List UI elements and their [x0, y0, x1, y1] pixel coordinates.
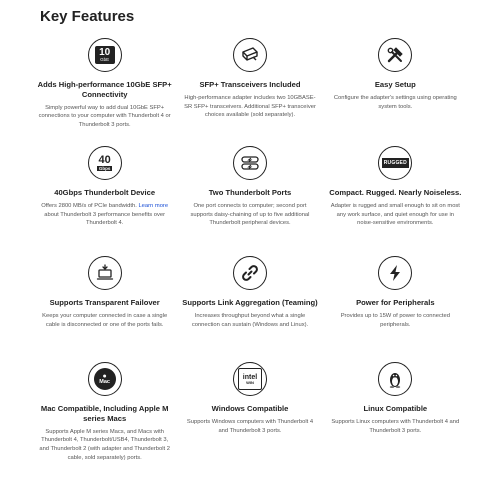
- feature-description: Supports Windows computers with Thunderbolt 4 and Thunderbolt 3 ports.: [186, 418, 314, 434]
- feature-title: Easy Setup: [374, 80, 416, 89]
- desc-text: about Thunderbolt 3 performance benefits over Thunderbolt 4.: [44, 211, 166, 227]
- badge-40-unit: Gbps: [98, 165, 111, 171]
- feature-title: Windows Compatible: [211, 404, 289, 413]
- feature-description: Provides up to 15W of power to connected peripherals.: [340, 312, 450, 328]
- feature-easy-setup: [323, 34, 468, 142]
- feature-description: Increases throughput beyond what a single connection can sustain (Windows and Linux).: [191, 312, 309, 328]
- learn-more-link[interactable]: Learn more: [138, 202, 169, 209]
- linux-penguin-icon: [378, 362, 412, 396]
- feature-title: Adds High-performance 10GbE SFP+ Connectivity: [37, 80, 172, 99]
- badge-40-number: 40: [98, 153, 111, 166]
- 10gbe-badge-icon: [88, 38, 122, 72]
- feature-two-thunderbolt-ports: [177, 142, 322, 252]
- feature-transparent-failover: [32, 252, 177, 358]
- feature-description: Supports Apple M series Macs, and Macs with Thunderbolt 4, Thunderbolt/USB4, Thunderbolt 3, and Thunderbolt 2 (with adapter and Thunderbolt 2 cable, sold separately) ports.: [39, 428, 170, 461]
- feature-title: Supports Link Aggregation (Teaming): [182, 298, 318, 307]
- feature-title: Two Thunderbolt Ports: [208, 188, 292, 197]
- feature-title: Supports Transparent Failover: [49, 298, 160, 307]
- feature-windows-compatible: [177, 358, 322, 476]
- feature-description: High-performance adapter includes two 10GBASE-SR SFP+ transceivers. Additional SFP+ transceiver choices available (sold separately).: [184, 94, 316, 119]
- badge-10-unit: GbE: [100, 56, 110, 62]
- mac-badge-icon: [88, 362, 122, 396]
- feature-mac-compatible: [32, 358, 177, 476]
- feature-power-peripherals: [323, 252, 468, 358]
- intel-win-badge-icon: [233, 362, 267, 396]
- feature-description: One port connects to computer; second port supports daisy-chaining of up to five additional Thunderbolt peripheral devices.: [190, 202, 310, 227]
- feature-description: Adapter is rugged and small enough to sit on most any work surface, and quiet enough for use in noise-sensitive environments.: [330, 202, 460, 227]
- feature-description: Simply powerful way to add dual 10GbE SFP+ connections to your computer with Thunderbolt 4 or Thunderbolt 3 ports.: [38, 104, 171, 129]
- rugged-badge-text: RUGGED: [383, 160, 407, 166]
- desc-text: Offers 2800 MB/s of PCIe bandwidth.: [41, 202, 137, 209]
- thunderbolt-ports-icon: [233, 146, 267, 180]
- lightning-bolt-icon: [378, 256, 412, 290]
- feature-title: 40Gbps Thunderbolt Device: [54, 188, 156, 197]
- feature-40gbps: [32, 142, 177, 252]
- rugged-badge-icon: [378, 146, 412, 180]
- feature-10gbe: [32, 34, 177, 142]
- feature-description: Configure the adapter's settings using operating system tools.: [333, 94, 457, 110]
- feature-title: Compact. Rugged. Nearly Noiseless.: [329, 188, 462, 197]
- intel-badge-text: intel: [242, 373, 258, 381]
- mac-badge-text: Mac: [99, 378, 110, 385]
- page-title: Key Features: [40, 8, 135, 25]
- feature-title: Mac Compatible, Including Apple M series Macs: [40, 404, 169, 423]
- apple-logo-icon: ●: [102, 372, 107, 380]
- feature-sfp-transceivers: [177, 34, 322, 142]
- feature-link-aggregation: [177, 252, 322, 358]
- feature-title: Linux Compatible: [363, 404, 428, 413]
- sfp-transceiver-icon: [233, 38, 267, 72]
- tools-icon: [378, 38, 412, 72]
- feature-linux-compatible: [323, 358, 468, 476]
- feature-description: [36, 202, 173, 228]
- feature-compact-rugged: [323, 142, 468, 252]
- link-icon: [233, 256, 267, 290]
- laptop-failover-icon: [88, 256, 122, 290]
- features-grid: [32, 34, 468, 476]
- feature-description: Supports Linux computers with Thunderbolt 4 and Thunderbolt 3 ports.: [331, 418, 460, 434]
- feature-title: Power for Peripherals: [356, 298, 435, 307]
- win-badge-text: WIN: [246, 379, 254, 385]
- badge-10-number: 10: [99, 46, 111, 58]
- 40gbps-badge-icon: [88, 146, 122, 180]
- feature-title: SFP+ Transceivers Included: [199, 80, 301, 89]
- feature-description: Keeps your computer connected in case a single cable is disconnected or one of the ports fails.: [42, 312, 168, 328]
